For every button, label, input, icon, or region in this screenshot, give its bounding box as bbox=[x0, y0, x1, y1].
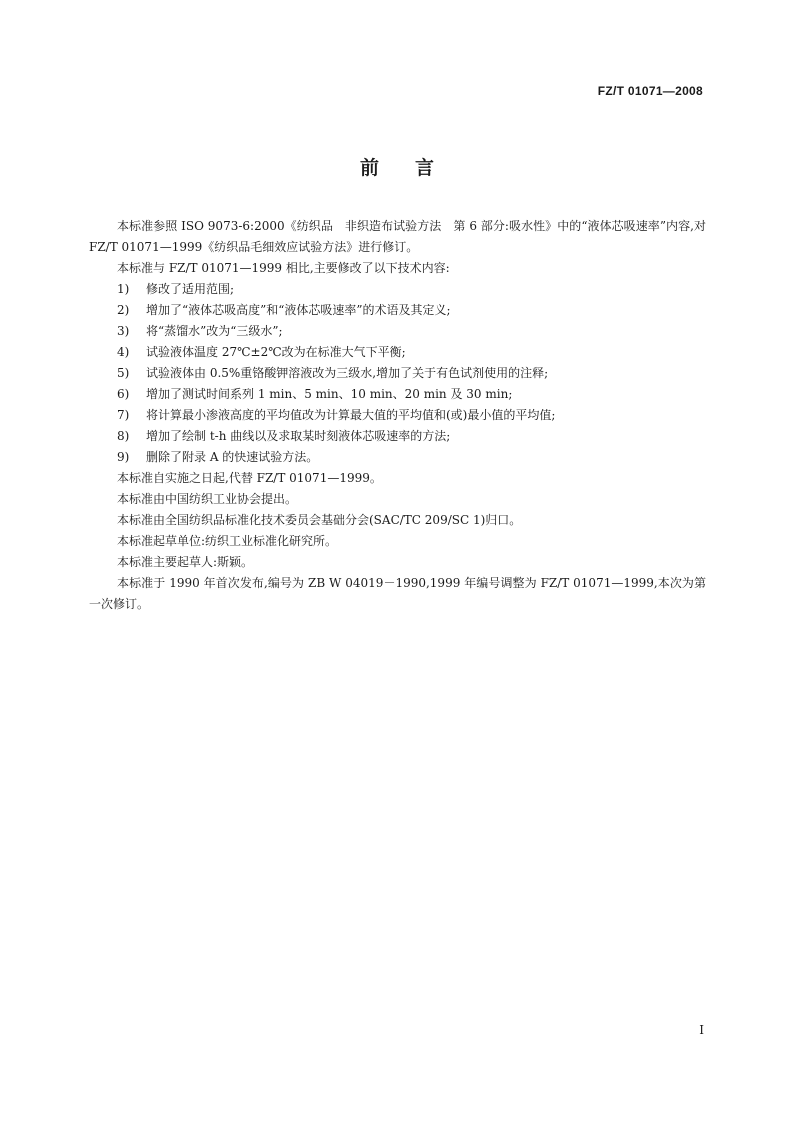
list-item bbox=[89, 279, 706, 300]
list-item-number: 8) bbox=[117, 429, 130, 443]
list-item-number: 4) bbox=[117, 345, 130, 359]
list-item-number: 9) bbox=[117, 450, 130, 464]
list-item bbox=[89, 300, 706, 321]
paragraph-history: 本标准于 1990 年首次发布,编号为 ZB W 04019－1990,1999 年编号调整为 FZ/T 01071—1999,本次为第一次修订。 bbox=[89, 576, 706, 611]
list-item-text: 增加了“液体芯吸高度”和“液体芯吸速率”的术语及其定义; bbox=[146, 303, 451, 317]
paragraph-changes-lead: 本标准与 FZ/T 01071—1999 相比,主要修改了以下技术内容: bbox=[117, 261, 450, 275]
list-item-number: 2) bbox=[117, 303, 130, 317]
paragraph-centralized-by: 本标准由全国纺织品标准化技术委员会基础分会(SAC/TC 209/SC 1)归口。 bbox=[117, 513, 522, 527]
list-item bbox=[89, 447, 706, 468]
list-item-number: 6) bbox=[117, 387, 130, 401]
list-item-text: 试验液体温度 27℃±2℃改为在标准大气下平衡; bbox=[146, 345, 406, 359]
changes-list bbox=[89, 279, 706, 468]
list-item bbox=[89, 363, 706, 384]
list-item-number: 7) bbox=[117, 408, 130, 422]
document-body bbox=[89, 216, 706, 615]
list-item-number: 5) bbox=[117, 366, 130, 380]
list-item bbox=[89, 321, 706, 342]
paragraph-replaces: 本标准自实施之日起,代替 FZ/T 01071—1999。 bbox=[117, 471, 382, 485]
list-item-text: 试验液体由 0.5%重铬酸钾溶液改为三级水,增加了关于有色试剂使用的注释; bbox=[146, 366, 549, 380]
standard-code: FZ/T 01071—2008 bbox=[597, 84, 703, 98]
list-item-number: 3) bbox=[117, 324, 130, 338]
page-title: 前言 bbox=[359, 157, 470, 179]
list-item bbox=[89, 405, 706, 426]
list-item-text: 增加了测试时间系列 1 min、5 min、10 min、20 min 及 30 min; bbox=[146, 387, 513, 401]
list-item-text: 将计算最小渗液高度的平均值改为计算最大值的平均值和(或)最小值的平均值; bbox=[146, 408, 556, 422]
paragraph-intro: 本标准参照 ISO 9073-6:2000《纺织品 非织造布试验方法 第 6 部分:吸水性》中的“液体芯吸速率”内容,对 FZ/T 01071—1999《纺织品毛细效应试验方法》进行修订。 bbox=[89, 219, 706, 254]
list-item-text: 修改了适用范围; bbox=[146, 282, 235, 296]
paragraph-drafting-unit: 本标准起草单位:纺织工业标准化研究所。 bbox=[117, 534, 338, 548]
list-item bbox=[89, 342, 706, 363]
list-item-text: 删除了附录 A 的快速试验方法。 bbox=[146, 450, 319, 464]
list-item-number: 1) bbox=[117, 282, 130, 296]
list-item-text: 增加了绘制 t-h 曲线以及求取某时刻液体芯吸速率的方法; bbox=[146, 429, 451, 443]
list-item bbox=[89, 384, 706, 405]
list-item bbox=[89, 426, 706, 447]
list-item-text: 将“蒸馏水”改为“三级水”; bbox=[146, 324, 283, 338]
paragraph-proposed-by: 本标准由中国纺织工业协会提出。 bbox=[117, 492, 298, 506]
page-number: I bbox=[699, 1023, 704, 1037]
paragraph-drafters: 本标准主要起草人:斯颖。 bbox=[117, 555, 254, 569]
